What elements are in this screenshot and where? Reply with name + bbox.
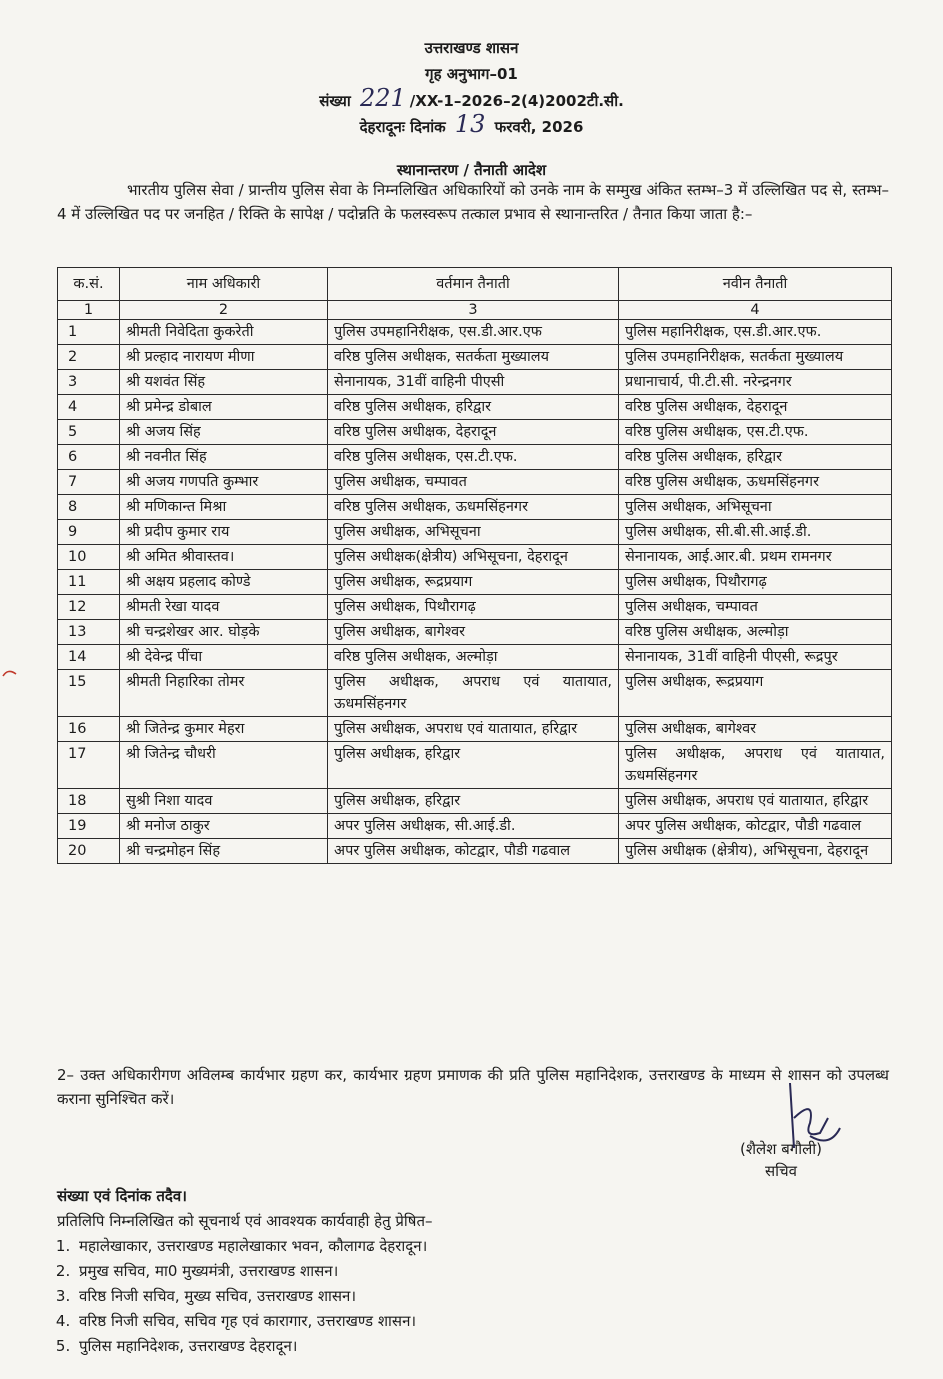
list-item: 3. वरिष्ठ निजी सचिव, मुख्य सचिव, उत्तराखण्ड शासन। <box>75 1284 433 1309</box>
current-posting-cell: वरिष्ठ पुलिस अधीक्षक, अल्मोड़ा <box>328 645 619 670</box>
transfer-table <box>57 267 892 864</box>
table-row <box>58 742 892 789</box>
serial-cell: 11 <box>58 570 120 595</box>
current-posting-cell: अपर पुलिस अधीक्षक, कोटद्वार, पौडी गढवाल <box>328 839 619 864</box>
serial-cell: 8 <box>58 495 120 520</box>
new-posting-cell: पुलिस अधीक्षक, अभिसूचना <box>619 495 892 520</box>
current-posting-cell: पुलिस अधीक्षक, रूद्रप्रयाग <box>328 570 619 595</box>
header-new-posting: नवीन तैनाती <box>619 268 892 301</box>
serial-cell: 12 <box>58 595 120 620</box>
serial-cell: 10 <box>58 545 120 570</box>
new-posting-cell: पुलिस अधीक्षक (क्षेत्रीय), अभिसूचना, देहरादून <box>619 839 892 864</box>
serial-cell: 1 <box>58 320 120 345</box>
serial-cell: 13 <box>58 620 120 645</box>
new-posting-cell: वरिष्ठ पुलिस अधीक्षक, हरिद्वार <box>619 445 892 470</box>
serial-cell: 6 <box>58 445 120 470</box>
new-posting-cell: पुलिस अधीक्षक, अपराध एवं यातायात, हरिद्वार <box>619 789 892 814</box>
table-row <box>58 495 892 520</box>
current-posting-cell: पुलिस अधीक्षक, चम्पावत <box>328 470 619 495</box>
new-posting-cell: वरिष्ठ पुलिस अधीक्षक, ऊधमसिंहनगर <box>619 470 892 495</box>
new-posting-cell: वरिष्ठ पुलिस अधीक्षक, देहरादून <box>619 395 892 420</box>
name-cell: सुश्री निशा यादव <box>120 789 328 814</box>
table-row <box>58 395 892 420</box>
name-cell: श्री अक्षय प्रहलाद कोण्डे <box>120 570 328 595</box>
serial-cell: 3 <box>58 370 120 395</box>
new-posting-cell: पुलिस उपमहानिरीक्षक, सतर्कता मुख्यालय <box>619 345 892 370</box>
serial-cell: 14 <box>58 645 120 670</box>
current-posting-cell: अपर पुलिस अधीक्षक, सी.आई.डी. <box>328 814 619 839</box>
table-row <box>58 789 892 814</box>
name-cell: श्री अजय गणपति कुम्भार <box>120 470 328 495</box>
copy-title: संख्या एवं दिनांक तदैव। <box>57 1187 187 1205</box>
name-cell: श्री प्रल्हाद नारायण मीणा <box>120 345 328 370</box>
current-posting-cell: वरिष्ठ पुलिस अधीक्षक, एस.टी.एफ. <box>328 445 619 470</box>
current-posting-cell: पुलिस अधीक्षक, बागेश्वर <box>328 620 619 645</box>
copy-intro: प्रतिलिपि निम्नलिखित को सूचनार्थ एवं आवश्यक कार्यवाही हेतु प्रेषित– <box>57 1212 433 1230</box>
copy-recipients-list <box>57 1234 433 1359</box>
new-posting-cell: प्रधानाचार्य, पी.टी.सी. नरेन्द्रनगर <box>619 370 892 395</box>
signatory-designation: सचिव <box>765 1162 797 1180</box>
serial-cell: 19 <box>58 814 120 839</box>
order-date: देहरादूनः दिनांक 13 फरवरी, 2026 <box>359 110 584 138</box>
new-posting-cell: पुलिस अधीक्षक, पिथौरागढ़ <box>619 570 892 595</box>
handwritten-number: 221 <box>359 84 406 112</box>
table-row <box>58 470 892 495</box>
current-posting-cell: पुलिस अधीक्षक, अपराध एवं यातायात, ऊधमसिंहनगर <box>328 670 619 717</box>
name-cell: श्री नवनीत सिंह <box>120 445 328 470</box>
current-posting-cell: पुलिस अधीक्षक, हरिद्वार <box>328 742 619 789</box>
name-cell: श्री मनोज ठाकुर <box>120 814 328 839</box>
serial-cell: 17 <box>58 742 120 789</box>
table-row <box>58 420 892 445</box>
current-posting-cell: वरिष्ठ पुलिस अधीक्षक, हरिद्वार <box>328 395 619 420</box>
table-row <box>58 345 892 370</box>
new-posting-cell: पुलिस महानिरीक्षक, एस.डी.आर.एफ. <box>619 320 892 345</box>
table-row <box>58 839 892 864</box>
new-posting-cell: पुलिस अधीक्षक, रूद्रप्रयाग <box>619 670 892 717</box>
table-header-row <box>58 268 892 301</box>
new-posting-cell: वरिष्ठ पुलिस अधीक्षक, एस.टी.एफ. <box>619 420 892 445</box>
order-title: स्थानान्तरण / तैनाती आदेश <box>396 161 547 179</box>
current-posting-cell: पुलिस अधीक्षक, अभिसूचना <box>328 520 619 545</box>
table-row <box>58 814 892 839</box>
list-item: 4. वरिष्ठ निजी सचिव, सचिव गृह एवं कारागार, उत्तराखण्ड शासन। <box>75 1309 433 1334</box>
header-current-posting: वर्तमान तैनाती <box>328 268 619 301</box>
serial-cell: 18 <box>58 789 120 814</box>
table-row <box>58 545 892 570</box>
current-posting-cell: वरिष्ठ पुलिस अधीक्षक, देहरादून <box>328 420 619 445</box>
name-cell: श्री प्रदीप कुमार राय <box>120 520 328 545</box>
new-posting-cell: पुलिस अधीक्षक, बागेश्वर <box>619 717 892 742</box>
signature-block <box>740 1138 822 1182</box>
serial-cell: 16 <box>58 717 120 742</box>
name-cell: श्री यशवंत सिंह <box>120 370 328 395</box>
new-posting-cell: सेनानायक, आई.आर.बी. प्रथम रामनगर <box>619 545 892 570</box>
list-item: 5. पुलिस महानिदेशक, उत्तराखण्ड देहरादून। <box>75 1334 433 1359</box>
name-cell: श्री जितेन्द्र कुमार मेहरा <box>120 717 328 742</box>
name-cell: श्री देवेन्द्र पींचा <box>120 645 328 670</box>
serial-cell: 2 <box>58 345 120 370</box>
name-cell: श्री अजय सिंह <box>120 420 328 445</box>
current-posting-cell: पुलिस अधीक्षक, अपराध एवं यातायात, हरिद्वार <box>328 717 619 742</box>
new-posting-cell: पुलिस अधीक्षक, अपराध एवं यातायात, ऊधमसिंहनगर <box>619 742 892 789</box>
name-cell: श्रीमती निहारिका तोमर <box>120 670 328 717</box>
list-item: 1. महालेखाकार, उत्तराखण्ड महालेखाकार भवन, कौलागढ देहरादून। <box>75 1234 433 1259</box>
new-posting-cell: पुलिस अधीक्षक, चम्पावत <box>619 595 892 620</box>
new-posting-cell: सेनानायक, 31वीं वाहिनी पीएसी, रूद्रपुर <box>619 645 892 670</box>
current-posting-cell: पुलिस अधीक्षक, पिथौरागढ़ <box>328 595 619 620</box>
table-row <box>58 717 892 742</box>
name-cell: श्री चन्द्रमोहन सिंह <box>120 839 328 864</box>
handwritten-signature <box>760 1078 850 1158</box>
copy-section <box>57 1184 433 1359</box>
serial-cell: 7 <box>58 470 120 495</box>
name-cell: श्री चन्द्रशेखर आर. घोड़के <box>120 620 328 645</box>
table-row <box>58 320 892 345</box>
handwritten-date: 13 <box>454 110 486 138</box>
new-posting-cell: अपर पुलिस अधीक्षक, कोटद्वार, पौडी गढवाल <box>619 814 892 839</box>
name-cell: श्री मणिकान्त मिश्रा <box>120 495 328 520</box>
serial-cell: 5 <box>58 420 120 445</box>
department-name: गृह अनुभाग–01 <box>425 65 518 83</box>
table-row <box>58 595 892 620</box>
intro-paragraph: भारतीय पुलिस सेवा / प्रान्तीय पुलिस सेवा के निम्नलिखित अधिकारियों को उनके नाम के सम्मुख अंकित स्तम्भ–3 में उल्लिखित पद से, स्तम्भ–4 में उल्लिखित पद पर जनहित / रिक्ति के सापेक्ष / पदोन्नति के फलस्वरूप तत्काल प्रभाव से स्थानान्तरित / तैनात किया जाता है:– <box>57 181 889 223</box>
table-row <box>58 445 892 470</box>
current-posting-cell: सेनानायक, 31वीं वाहिनी पीएसी <box>328 370 619 395</box>
serial-cell: 4 <box>58 395 120 420</box>
name-cell: श्रीमती रेखा यादव <box>120 595 328 620</box>
order-number: संख्या 221 /XX-1–2026–2(4)2002टी.सी. <box>319 84 624 112</box>
header-serial: क.सं. <box>58 268 120 301</box>
new-posting-cell: वरिष्ठ पुलिस अधीक्षक, अल्मोड़ा <box>619 620 892 645</box>
current-posting-cell: वरिष्ठ पुलिस अधीक्षक, सतर्कता मुख्यालय <box>328 345 619 370</box>
instruction-paragraph: 2– उक्त अधिकारीगण अविलम्ब कार्यभार ग्रहण कर, कार्यभार ग्रहण प्रमाणक की प्रति पुलिस महानिदेशक, उत्तराखण्ड के माध्यम से शासन को उपलब्ध कराना सुनिश्चित करें। <box>57 1066 889 1108</box>
header-name: नाम अधिकारी <box>120 268 328 301</box>
new-posting-cell: पुलिस अधीक्षक, सी.बी.सी.आई.डी. <box>619 520 892 545</box>
table-row <box>58 570 892 595</box>
margin-pen-mark <box>2 666 18 680</box>
table-row <box>58 370 892 395</box>
list-item: 2. प्रमुख सचिव, मा0 मुख्यमंत्री, उत्तराखण्ड शासन। <box>75 1259 433 1284</box>
signatory-name: (शैलेश बगौली) <box>740 1140 822 1158</box>
current-posting-cell: वरिष्ठ पुलिस अधीक्षक, ऊधमसिंहनगर <box>328 495 619 520</box>
table-row <box>58 645 892 670</box>
name-cell: श्रीमती निवेदिता कुकरेती <box>120 320 328 345</box>
column-number-row: 1 2 3 4 <box>58 301 892 320</box>
table-row <box>58 620 892 645</box>
govt-name: उत्तराखण्ड शासन <box>424 39 519 57</box>
serial-cell: 9 <box>58 520 120 545</box>
table-row <box>58 520 892 545</box>
serial-cell: 20 <box>58 839 120 864</box>
current-posting-cell: पुलिस उपमहानिरीक्षक, एस.डी.आर.एफ <box>328 320 619 345</box>
table-row <box>58 670 892 717</box>
serial-cell: 15 <box>58 670 120 717</box>
current-posting-cell: पुलिस अधीक्षक, हरिद्वार <box>328 789 619 814</box>
name-cell: श्री अमित श्रीवास्तव। <box>120 545 328 570</box>
name-cell: श्री प्रमेन्द्र डोबाल <box>120 395 328 420</box>
name-cell: श्री जितेन्द्र चौधरी <box>120 742 328 789</box>
current-posting-cell: पुलिस अधीक्षक(क्षेत्रीय) अभिसूचना, देहरादून <box>328 545 619 570</box>
